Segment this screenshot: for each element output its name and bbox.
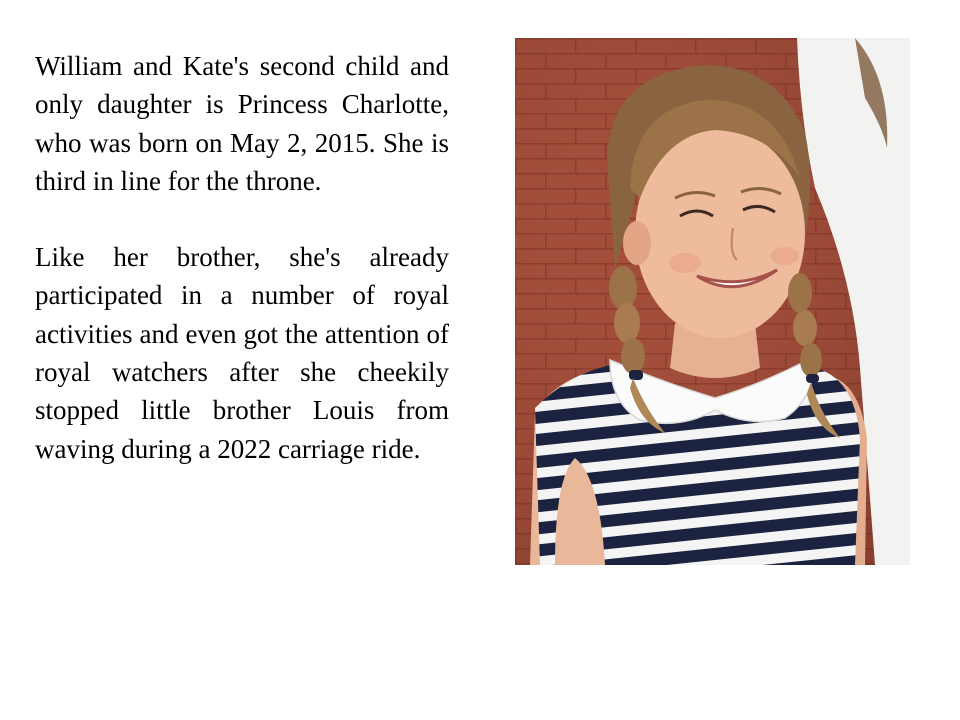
paragraph-activities: Like her brother, she's already participated in a number of royal activities and even got the attention of royal watchers after she cheekily stopped little brother Louis from waving during a 2022 carriage ride.: [35, 242, 449, 464]
paragraph-intro: William and Kate's second child and only daughter is Princess Charlotte, who was born on May 2, 2015. She is third in line for the throne.: [35, 51, 449, 196]
body-text: [35, 47, 449, 506]
portrait-photo: [515, 38, 910, 565]
portrait-illustration: [515, 38, 910, 565]
